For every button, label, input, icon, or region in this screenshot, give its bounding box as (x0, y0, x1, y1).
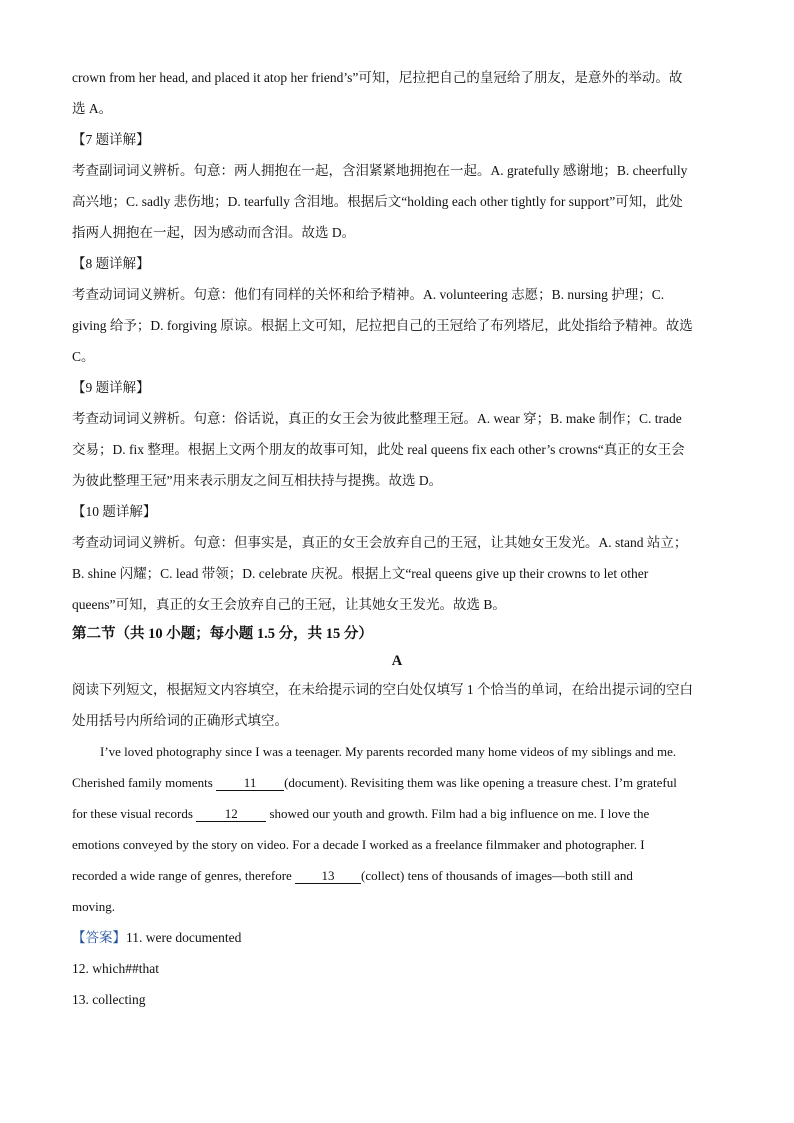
text-line: 考查副词词义辨析。句意：两人拥抱在一起，含泪紧紧地拥抱在一起。A. gratefully 感谢地；B. cheerfully (72, 163, 688, 178)
answer-13: 13. collecting (72, 992, 146, 1007)
passage-text: recorded a wide range of genres, therefore (72, 868, 296, 883)
passage-line: I’ve loved photography since I was a teenager. My parents recorded many home videos of my siblings and me. (100, 744, 677, 759)
text-line: 交易；D. fix 整理。根据上文两个朋友的故事可知，此处 real queens fix each other’s crowns“真正的女王会 (72, 442, 685, 457)
passage-text: for these visual records (72, 806, 197, 821)
instruction-line: 处用括号内所给词的正确形式填空。 (72, 713, 288, 728)
passage-line: moving. (72, 899, 115, 914)
passage-text: Cherished family moments (72, 775, 217, 790)
instruction-line: 阅读下列短文，根据短文内容填空，在未给提示词的空白处仅填写 1 个恰当的单词，在给出提示词的空白 (72, 682, 693, 697)
answer-11: 11. were documented (126, 930, 242, 945)
answer-label: 【答案】 (72, 930, 126, 945)
text-line: 考查动词词义辨析。句意：但事实是，真正的女王会放弃自己的王冠，让其她女王发光。A. stand 站立； (72, 535, 688, 550)
question-9-heading: 【9 题详解】 (72, 380, 150, 395)
text-line: 指两人拥抱在一起，因为感动而含泪。故选 D。 (72, 225, 356, 240)
passage-label: A (391, 653, 403, 669)
blank-13[interactable]: 13 (295, 869, 361, 884)
text-line: crown from her head, and placed it atop her friend’s”可知，尼拉把自己的皇冠给了朋友，是意外的举动。故 (72, 70, 683, 85)
text-line: B. shine 闪耀；C. lead 带领；D. celebrate 庆祝。根据上文“real queens give up their crowns to let other (72, 566, 649, 581)
text-line: 选 A。 (72, 101, 113, 116)
text-line: 为彼此整理王冠”用来表示朋友之间互相扶持与提携。故选 D。 (72, 473, 443, 488)
passage-line (72, 767, 722, 798)
passage-line (72, 860, 722, 891)
passage-text: (document). Revisiting them was like opening a treasure chest. I’m grateful (284, 775, 677, 790)
passage-text: showed our youth and growth. Film had a big influence on me. I love the (266, 806, 650, 821)
text-line: 考查动词词义辨析。句意：俗话说，真正的女王会为彼此整理王冠。A. wear 穿；B. make 制作；C. trade (72, 411, 682, 426)
text-line: 考查动词词义辨析。句意：他们有同样的关怀和给予精神。A. volunteering 志愿；B. nursing 护理；C. (72, 287, 665, 302)
document-page (72, 62, 722, 1015)
blank-12[interactable]: 12 (196, 807, 266, 822)
blank-11[interactable]: 11 (216, 776, 284, 791)
answer-12: 12. which##that (72, 961, 159, 976)
passage-line: emotions conveyed by the story on video. For a decade I worked as a freelance filmmaker and photographer. I (72, 837, 645, 852)
question-8-heading: 【8 题详解】 (72, 256, 150, 271)
text-line: giving 给予；D. forgiving 原谅。根据上文可知，尼拉把自己的王冠给了布列塔尼，此处指给予精神。故选 (72, 318, 693, 333)
passage-text: (collect) tens of thousands of images—both still and (361, 868, 633, 883)
answer-line (72, 922, 722, 953)
text-line: 高兴地；C. sadly 悲伤地；D. tearfully 含泪地。根据后文“holding each other tightly for support”可知，此处 (72, 194, 683, 209)
text-line: queens”可知，真正的女王会放弃自己的王冠，让其她女王发光。故选 B。 (72, 597, 506, 612)
question-7-heading: 【7 题详解】 (72, 132, 150, 147)
passage-line (72, 798, 722, 829)
text-line: C。 (72, 349, 95, 364)
section-title: 第二节（共 10 小题；每小题 1.5 分，共 15 分） (72, 626, 373, 642)
question-10-heading: 【10 题详解】 (72, 504, 157, 519)
